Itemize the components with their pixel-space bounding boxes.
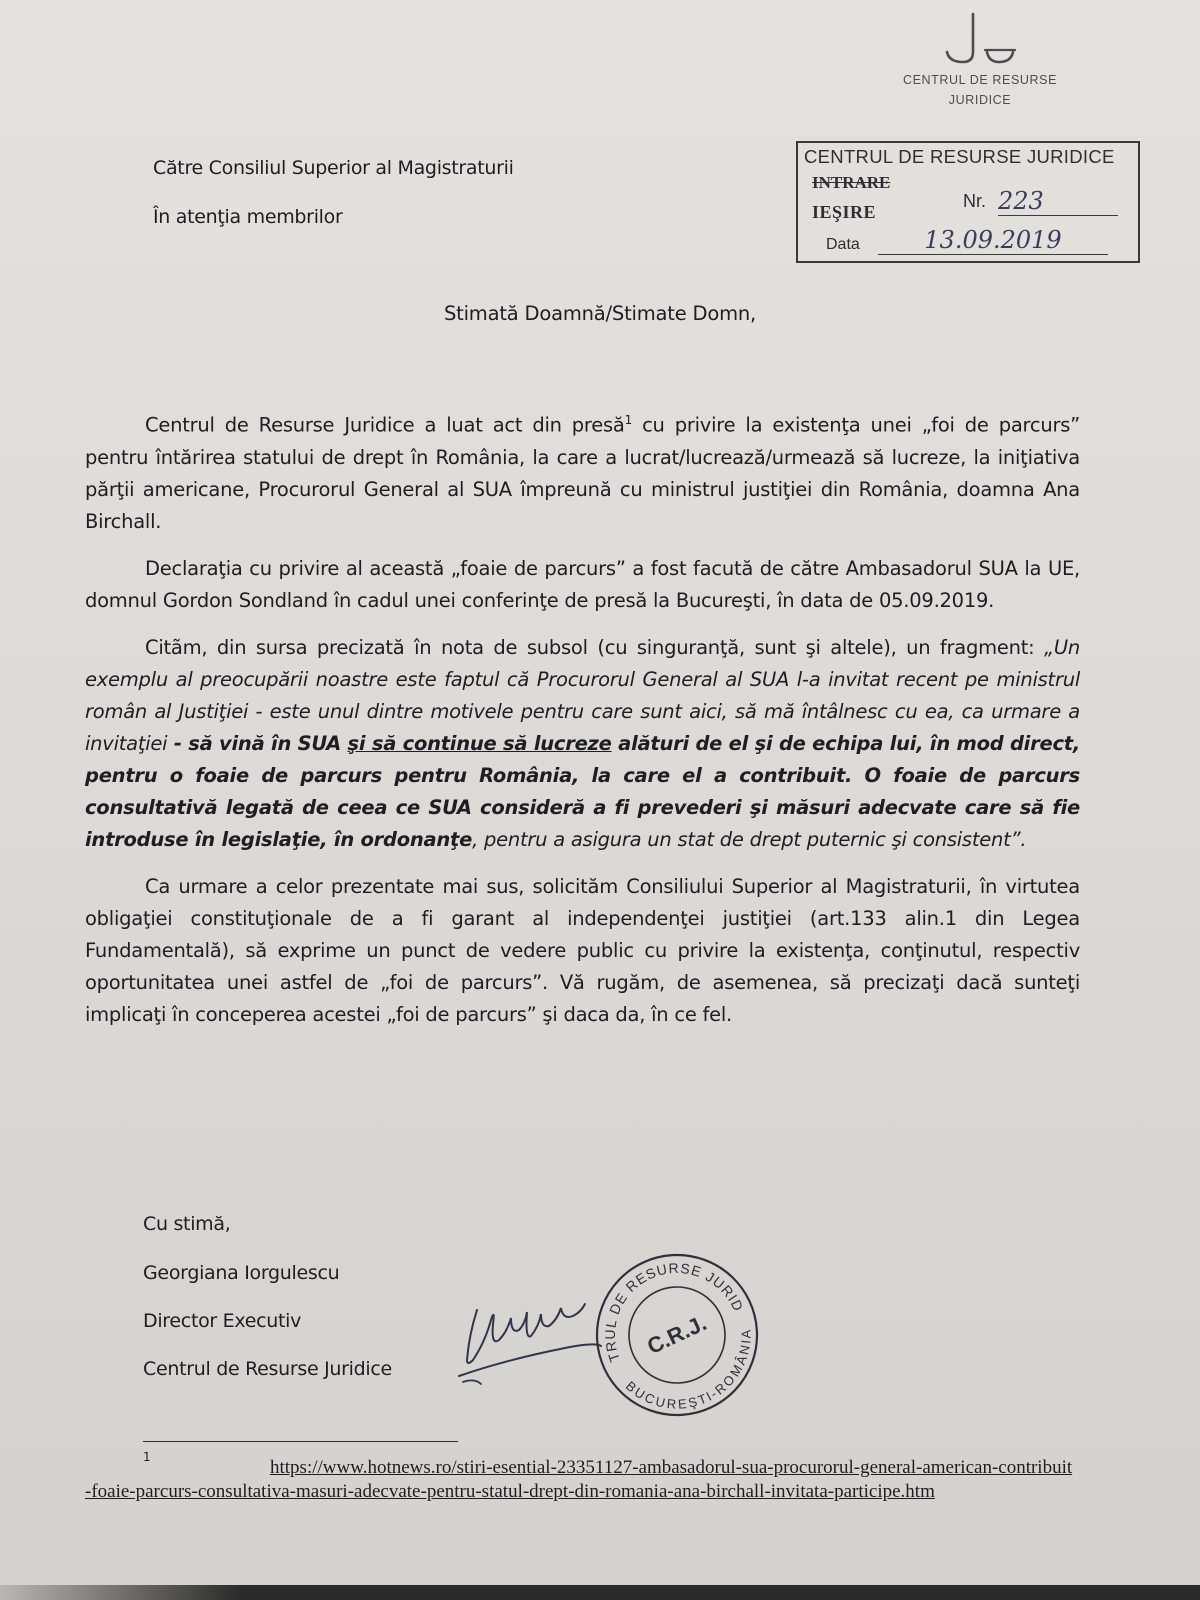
- footnote-separator: [143, 1441, 458, 1442]
- crj-logo-icon: [925, 8, 1035, 70]
- stamp-title: CENTRUL DE RESURSE JURIDICE: [804, 146, 1115, 167]
- signer-name: Georgiana Iorgulescu: [143, 1262, 340, 1284]
- stamp-date-value: 13.09.2019: [878, 226, 1108, 255]
- paragraph-3: [85, 632, 1080, 856]
- closing-regards: Cu stimă,: [143, 1213, 231, 1235]
- seal-center-text: C.R.J.: [643, 1310, 711, 1360]
- p3-quote-bold-1: - să vină în SUA: [167, 731, 348, 755]
- p1-text-a: Centrul de Resurse Juridice a luat act din presă: [145, 413, 625, 437]
- p3-quote-start: „Un exemplu al preocupării noastre este faptul că Procurorul General al SUA l-a invitat recent pe ministrul român al Justiţiei - este unul dintre motivele pentru care sunt aici, să mă întâlnesc cu ea, ca urmare a invitaţiei: [85, 635, 1080, 755]
- logo-text-line1: CENTRUL DE RESURSE: [902, 73, 1058, 87]
- recipient-line2: În atenţia membrilor: [153, 206, 343, 228]
- crj-logo: [880, 8, 1080, 110]
- p3-quote-bold-2: alături de el şi de echipa lui, în mod direct, pentru o foaie de parcurs pentru România, la care el a contribuit. O foaie de parcurs consultativă legată de ceea ce SUA consideră a fi prevederi şi măsuri adecvate care să fie introduse în legislaţie, în ordonanţe: [85, 731, 1080, 851]
- scan-edge: [0, 1585, 1200, 1600]
- footnote-ref: 1: [624, 413, 633, 427]
- handwritten-signature: [455, 1290, 605, 1400]
- p1-text-b: cu privire la existenţa unei „foi de parcurs” pentru întărirea statului de drept în România, la care a lucrat/lucrează/urmează să lucreze, la iniţiativa părţii americane, Procurorul General al SUA împreună cu ministrul justiţiei din România, doamna Ana Birchall.: [85, 413, 1080, 533]
- footnote-link[interactable]: https://www.hotnews.ro/stiri-esential-23351127-ambasadorul-sua-procurorul-general-american-contribuit-foaie-parcurs-consultativa-masuri-adecvate-pentru-statul-drept-din-romania-ana-birchall-invitata-participe.htm: [85, 1457, 1073, 1502]
- logo-text-line2: JURIDICE: [948, 93, 1012, 107]
- p3-quote-underlined: şi să continue să lucreze: [347, 731, 612, 755]
- salutation: Stimată Doamnă/Stimate Domn,: [443, 302, 757, 325]
- paragraph-1: [85, 404, 1080, 538]
- signer-role: Director Executiv: [143, 1310, 302, 1332]
- stamp-nr-value: 223: [998, 187, 1118, 216]
- paragraph-2: Declaraţia cu privire al această „foaie de parcurs” a fost facută de către Ambasadorul SUA la UE, domnul Gordon Sondland în cadul unei conferinţe de presă la Bucureşti, în data de 05.09.2019.: [85, 556, 1080, 612]
- registration-stamp: [796, 141, 1140, 263]
- p3-text-a: Citãm, din sursa precizată în nota de subsol (cu singuranţă, sunt şi altele), un fragment:: [145, 635, 1045, 659]
- letter-body: [85, 404, 1080, 1046]
- p3-quote-end: , pentru a asigura un stat de drept puternic şi consistent”.: [472, 827, 1027, 851]
- paragraph-4: Ca urmare a celor prezentate mai sus, solicităm Consiliului Superior al Magistraturii, în virtutea obligaţiei constituţionale de a fi garant al independenţei justiţiei (art.133 alin.1 din Legea Fundamentală), să exprime un punct de vedere public cu privire la existenţa, conţinutul, respectiv oportunitatea unei astfel de „foi de parcurs”. Vă rugăm, de asemenea, să precizaţi dacă sunteţi implicaţi în conceperea acestei „foi de parcurs” şi daca da, în ce fel.: [85, 874, 1080, 1026]
- stamp-iesire: IEŞIRE: [812, 202, 877, 222]
- recipient-line1: Către Consiliul Superior al Magistraturii: [153, 157, 514, 179]
- seal-bottom-text: BUCUREŞTI-ROMÂNIA: [622, 1328, 754, 1412]
- organization-seal: [594, 1252, 760, 1418]
- footnote-number: 1: [143, 1450, 151, 1464]
- stamp-date-label: Data: [826, 236, 860, 253]
- stamp-nr-label: Nr.: [963, 191, 987, 211]
- signer-organization: Centrul de Resurse Juridice: [143, 1358, 392, 1380]
- seal-top-text: CENTRUL DE RESURSE JURIDICE: [601, 1259, 747, 1365]
- stamp-intrare: INTRARE: [812, 173, 891, 192]
